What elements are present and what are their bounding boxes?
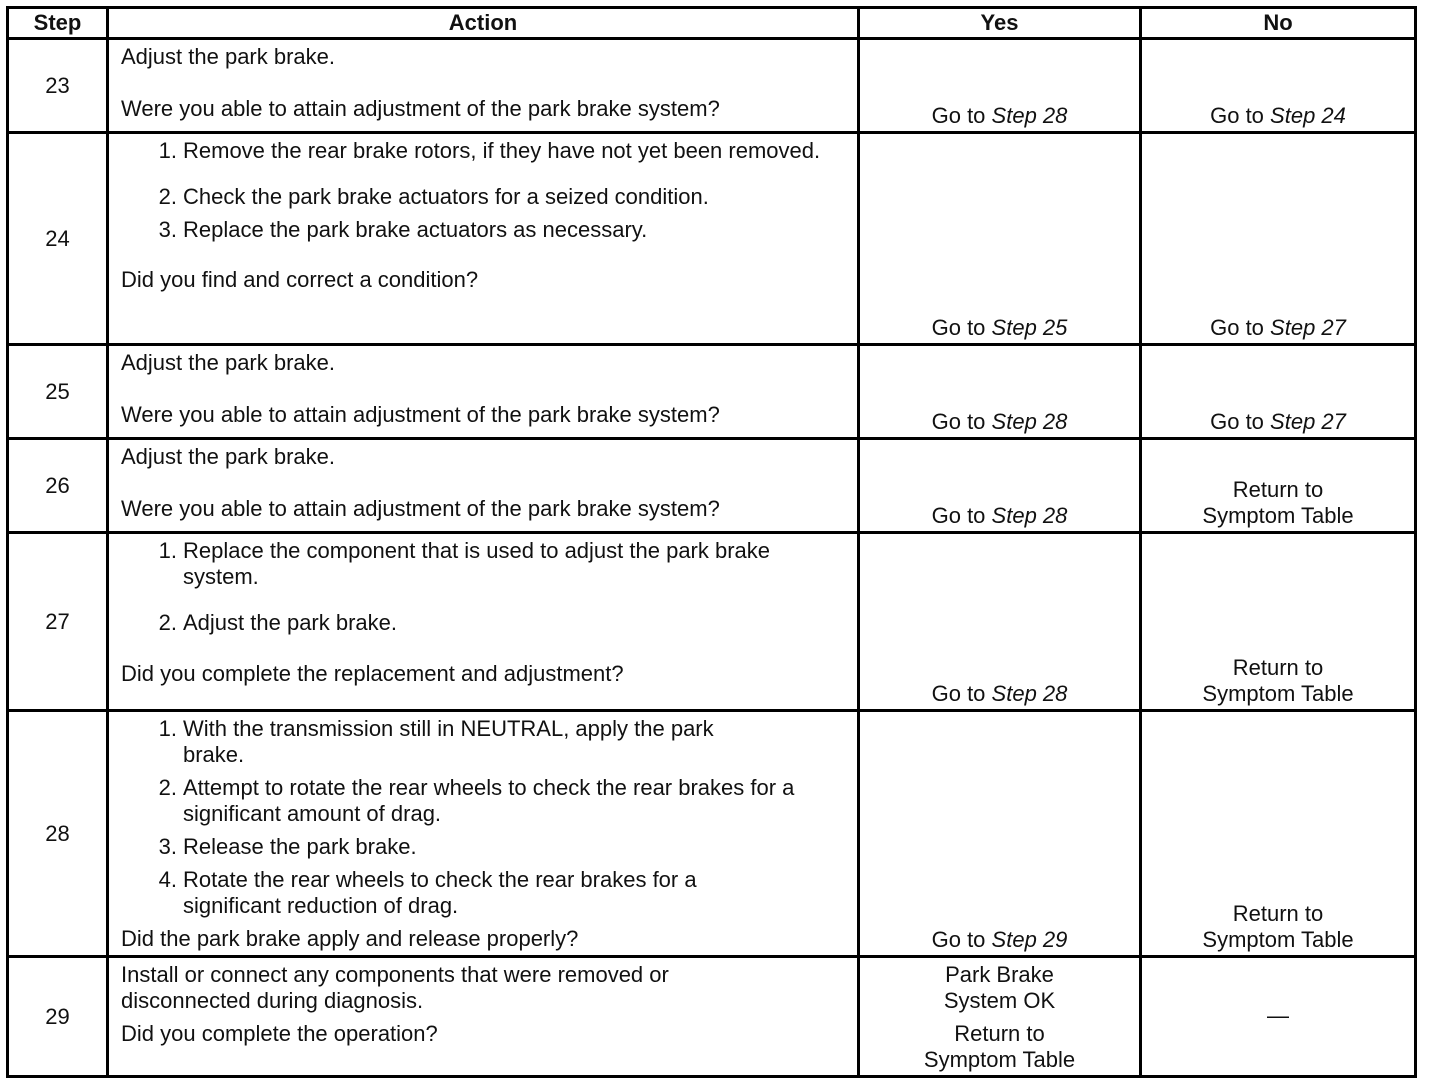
yes-cell xyxy=(859,39,1141,133)
step-number: 27 xyxy=(8,533,108,711)
goto-step-link[interactable]: Step 29 xyxy=(991,927,1068,952)
header-row xyxy=(8,8,1416,39)
action-cell xyxy=(108,439,859,533)
table-row xyxy=(8,345,1416,439)
action-cell xyxy=(108,533,859,711)
symptom-table-link[interactable]: Symptom Table xyxy=(1202,503,1354,528)
table-row xyxy=(8,957,1416,1077)
action-question: Were you able to attain adjustment of the park brake system? xyxy=(121,402,720,427)
step-number: 23 xyxy=(8,39,108,133)
table-row xyxy=(8,39,1416,133)
action-cell xyxy=(108,345,859,439)
yes-cell xyxy=(859,957,1141,1077)
table-row xyxy=(8,439,1416,533)
action-intro: Adjust the park brake. xyxy=(121,44,336,69)
yes-cell xyxy=(859,711,1141,957)
goto-step-link[interactable]: Step 24 xyxy=(1270,103,1346,128)
yes-cell xyxy=(859,439,1141,533)
header-yes: Yes xyxy=(859,8,1141,39)
list-item: 4. Rotate the rear wheels to check the rear brakes for a significant reduction of drag. xyxy=(158,867,697,918)
return-to-text: Return to xyxy=(1232,477,1324,502)
action-question: Were you able to attain adjustment of the park brake system? xyxy=(121,496,720,521)
action-question: Did the park brake apply and release properly? xyxy=(121,926,579,951)
goto-step-link[interactable]: Step 28 xyxy=(991,409,1068,434)
header-step: Step xyxy=(8,8,108,39)
table-row xyxy=(8,533,1416,711)
goto-step-link[interactable]: Step 25 xyxy=(991,315,1068,340)
goto-prefix: Go to xyxy=(1210,409,1264,434)
action-intro: Adjust the park brake. xyxy=(121,350,336,375)
action-steps-list xyxy=(121,538,849,636)
park-brake-ok-text: System OK xyxy=(943,988,1056,1013)
list-item: 3. Replace the park brake actuators as necessary. xyxy=(158,217,648,242)
step-number: 29 xyxy=(8,957,108,1077)
return-to-text: Return to xyxy=(1232,655,1324,680)
no-cell xyxy=(1141,711,1416,957)
goto-prefix: Go to xyxy=(1210,103,1264,128)
list-item: 1. Replace the component that is used to adjust the park brake system. xyxy=(158,538,771,589)
goto-step-link[interactable]: Step 28 xyxy=(991,681,1068,706)
park-brake-ok-text: Park Brake xyxy=(945,962,1054,987)
table-row xyxy=(8,133,1416,345)
goto-prefix: Go to xyxy=(931,409,986,434)
table-row xyxy=(8,711,1416,957)
yes-cell xyxy=(859,533,1141,711)
action-cell xyxy=(108,957,859,1077)
no-cell xyxy=(1141,533,1416,711)
header-action: Action xyxy=(108,8,859,39)
action-question: Did you complete the operation? xyxy=(121,1021,438,1046)
list-item: 1. With the transmission still in NEUTRAL, apply the park brake. xyxy=(158,716,714,767)
return-to-text: Return to xyxy=(1232,901,1324,926)
no-cell xyxy=(1141,439,1416,533)
diagnostic-table-page xyxy=(6,6,1414,1078)
yes-cell xyxy=(859,133,1141,345)
diagnostic-table xyxy=(6,6,1417,1078)
goto-prefix: Go to xyxy=(931,103,986,128)
goto-prefix: Go to xyxy=(931,927,986,952)
list-item: 2. Attempt to rotate the rear wheels to check the rear brakes for a significant amount of drag. xyxy=(158,775,795,826)
yes-cell xyxy=(859,345,1141,439)
header-no: No xyxy=(1141,8,1416,39)
goto-step-link[interactable]: Step 28 xyxy=(991,503,1068,528)
list-item: 1. Remove the rear brake rotors, if they have not yet been removed. xyxy=(158,138,821,163)
return-to-text: Return to xyxy=(954,1021,1045,1046)
goto-step-link[interactable]: Step 27 xyxy=(1270,315,1346,340)
step-number: 26 xyxy=(8,439,108,533)
list-item: 2. Adjust the park brake. xyxy=(158,610,398,635)
list-item: 2. Check the park brake actuators for a seized condition. xyxy=(158,184,709,209)
no-cell xyxy=(1141,345,1416,439)
no-cell xyxy=(1141,957,1416,1077)
step-number: 28 xyxy=(8,711,108,957)
action-cell xyxy=(108,133,859,345)
action-steps-list xyxy=(121,138,849,243)
step-number: 24 xyxy=(8,133,108,345)
goto-prefix: Go to xyxy=(931,681,986,706)
goto-step-link[interactable]: Step 27 xyxy=(1270,409,1346,434)
goto-prefix: Go to xyxy=(931,503,986,528)
action-cell xyxy=(108,711,859,957)
goto-prefix: Go to xyxy=(931,315,986,340)
symptom-table-link[interactable]: Symptom Table xyxy=(1202,681,1354,706)
action-cell xyxy=(108,39,859,133)
symptom-table-link[interactable]: Symptom Table xyxy=(1202,927,1354,952)
not-applicable-dash: — xyxy=(1267,1002,1289,1028)
goto-prefix: Go to xyxy=(1210,315,1264,340)
action-steps-list xyxy=(121,716,849,919)
action-question: Did you complete the replacement and adjustment? xyxy=(121,661,624,686)
no-cell xyxy=(1141,133,1416,345)
action-question: Did you find and correct a condition? xyxy=(121,267,479,292)
action-intro: Adjust the park brake. xyxy=(121,444,336,469)
symptom-table-link[interactable]: Symptom Table xyxy=(923,1047,1076,1072)
action-intro: Install or connect any components that were removed or disconnected during diagnosis. xyxy=(121,962,669,1013)
step-number: 25 xyxy=(8,345,108,439)
goto-step-link[interactable]: Step 28 xyxy=(991,103,1068,128)
no-cell xyxy=(1141,39,1416,133)
list-item: 3. Release the park brake. xyxy=(158,834,417,859)
action-question: Were you able to attain adjustment of the park brake system? xyxy=(121,96,720,121)
